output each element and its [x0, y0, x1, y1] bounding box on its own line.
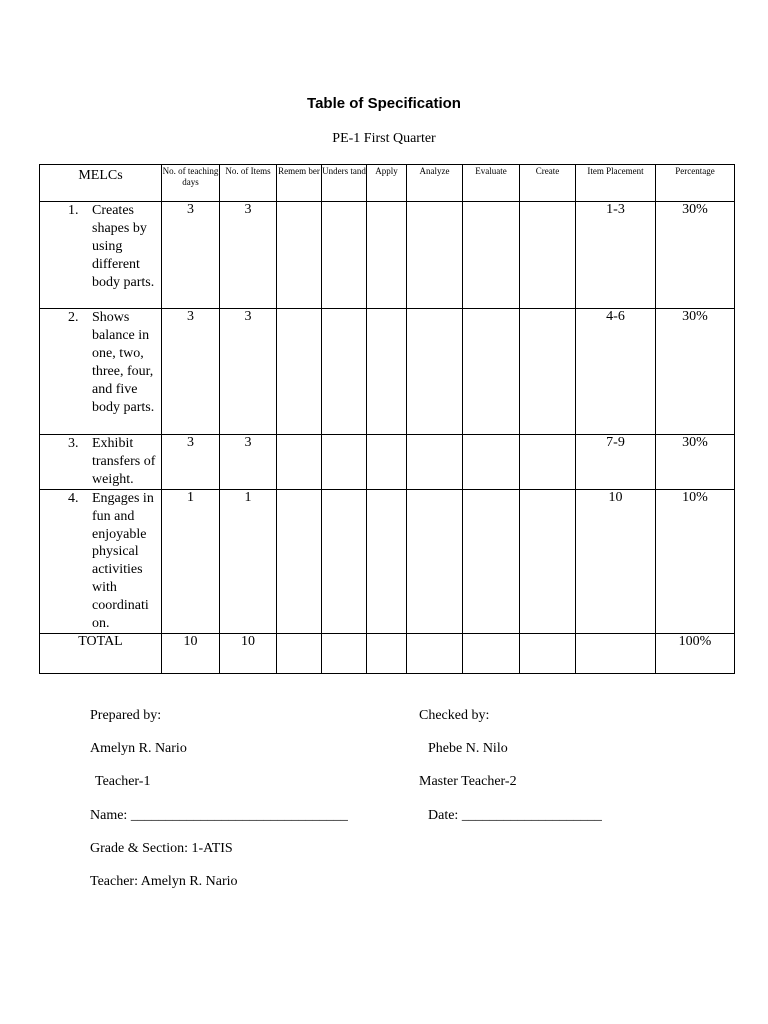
remember-cell: [277, 435, 322, 490]
melc-cell: [40, 435, 162, 490]
header-melcs: MELCs: [40, 165, 162, 202]
remember-cell: [277, 489, 322, 633]
melc-number: 4.: [68, 490, 79, 506]
teacher-line: Teacher: Amelyn R. Nario: [90, 874, 238, 889]
table-row: [40, 489, 735, 633]
item-placement-cell: 4-6: [576, 309, 656, 435]
apply-cell: [367, 435, 407, 490]
create-cell: [520, 202, 576, 309]
melc-number: 1.: [68, 203, 79, 218]
understand-cell: [322, 202, 367, 309]
create-cell: [520, 435, 576, 490]
checker-position: Master Teacher-2: [419, 774, 517, 789]
grade-section: Grade & Section: 1-ATIS: [90, 841, 233, 856]
understand-cell: [322, 309, 367, 435]
understand-cell: [322, 633, 367, 673]
items-cell: 3: [220, 309, 277, 435]
table-row: [40, 202, 735, 309]
total-items: 10: [220, 633, 277, 673]
remember-cell: [277, 309, 322, 435]
remember-cell: [277, 202, 322, 309]
melc-cell: [40, 489, 162, 633]
header-create: Create: [520, 165, 576, 202]
preparer-name: Amelyn R. Nario: [90, 741, 187, 756]
items-cell: 1: [220, 489, 277, 633]
evaluate-cell: [463, 489, 520, 633]
table-row: [40, 435, 735, 490]
item-placement-cell: 10: [576, 489, 656, 633]
checker-name: Phebe N. Nilo: [428, 741, 508, 756]
percentage-cell: 10%: [656, 489, 735, 633]
teaching-days-cell: 3: [162, 309, 220, 435]
header-item-placement: Item Placement: [576, 165, 656, 202]
melc-cell: [40, 309, 162, 435]
evaluate-cell: [463, 633, 520, 673]
remember-cell: [277, 633, 322, 673]
checked-by-label: Checked by:: [419, 708, 490, 723]
item-placement-cell: [576, 633, 656, 673]
preparer-position: Teacher-1: [95, 774, 151, 789]
total-label: TOTAL: [40, 633, 162, 673]
header-apply: Apply: [367, 165, 407, 202]
melc-text: Shows balance in one, two, three, four, and five body parts.: [92, 310, 155, 415]
header-percentage: Percentage: [656, 165, 735, 202]
table-header-row: [40, 165, 735, 202]
header-understand: Unders tand: [322, 165, 367, 202]
header-items: No. of Items: [220, 165, 277, 202]
item-placement-cell: 7-9: [576, 435, 656, 490]
understand-cell: [322, 435, 367, 490]
table-row: [40, 309, 735, 435]
evaluate-cell: [463, 202, 520, 309]
items-cell: 3: [220, 202, 277, 309]
header-analyze: Analyze: [407, 165, 463, 202]
analyze-cell: [407, 202, 463, 309]
melc-cell: [40, 202, 162, 309]
analyze-cell: [407, 309, 463, 435]
apply-cell: [367, 309, 407, 435]
header-evaluate: Evaluate: [463, 165, 520, 202]
teaching-days-cell: 3: [162, 435, 220, 490]
apply-cell: [367, 202, 407, 309]
create-cell: [520, 633, 576, 673]
name-field: Name: _______________________________: [90, 808, 348, 823]
specification-table: [39, 164, 735, 674]
document-title: Table of Specification: [307, 95, 461, 112]
item-placement-cell: 1-3: [576, 202, 656, 309]
prepared-by-label: Prepared by:: [90, 708, 162, 723]
evaluate-cell: [463, 309, 520, 435]
analyze-cell: [407, 489, 463, 633]
melc-text: Exhibit transfers of weight.: [92, 436, 156, 487]
items-cell: 3: [220, 435, 277, 490]
understand-cell: [322, 489, 367, 633]
total-row: [40, 633, 735, 673]
total-teaching-days: 10: [162, 633, 220, 673]
melc-number: 3.: [68, 436, 79, 451]
apply-cell: [367, 633, 407, 673]
melc-number: 2.: [68, 310, 79, 325]
percentage-cell: 30%: [656, 435, 735, 490]
apply-cell: [367, 489, 407, 633]
evaluate-cell: [463, 435, 520, 490]
percentage-cell: 30%: [656, 202, 735, 309]
document-subtitle: PE-1 First Quarter: [332, 131, 436, 146]
analyze-cell: [407, 435, 463, 490]
total-percentage: 100%: [656, 633, 735, 673]
create-cell: [520, 309, 576, 435]
analyze-cell: [407, 633, 463, 673]
date-field: Date: ____________________: [428, 808, 602, 823]
teaching-days-cell: 1: [162, 489, 220, 633]
melc-text: Engages in fun and enjoyable physical activities with coordinati on.: [92, 490, 154, 632]
header-remember: Remem ber: [277, 165, 322, 202]
melc-text: Creates shapes by using different body parts.: [92, 203, 155, 290]
create-cell: [520, 489, 576, 633]
header-teaching-days: No. of teaching days: [162, 165, 220, 202]
percentage-cell: 30%: [656, 309, 735, 435]
teaching-days-cell: 3: [162, 202, 220, 309]
